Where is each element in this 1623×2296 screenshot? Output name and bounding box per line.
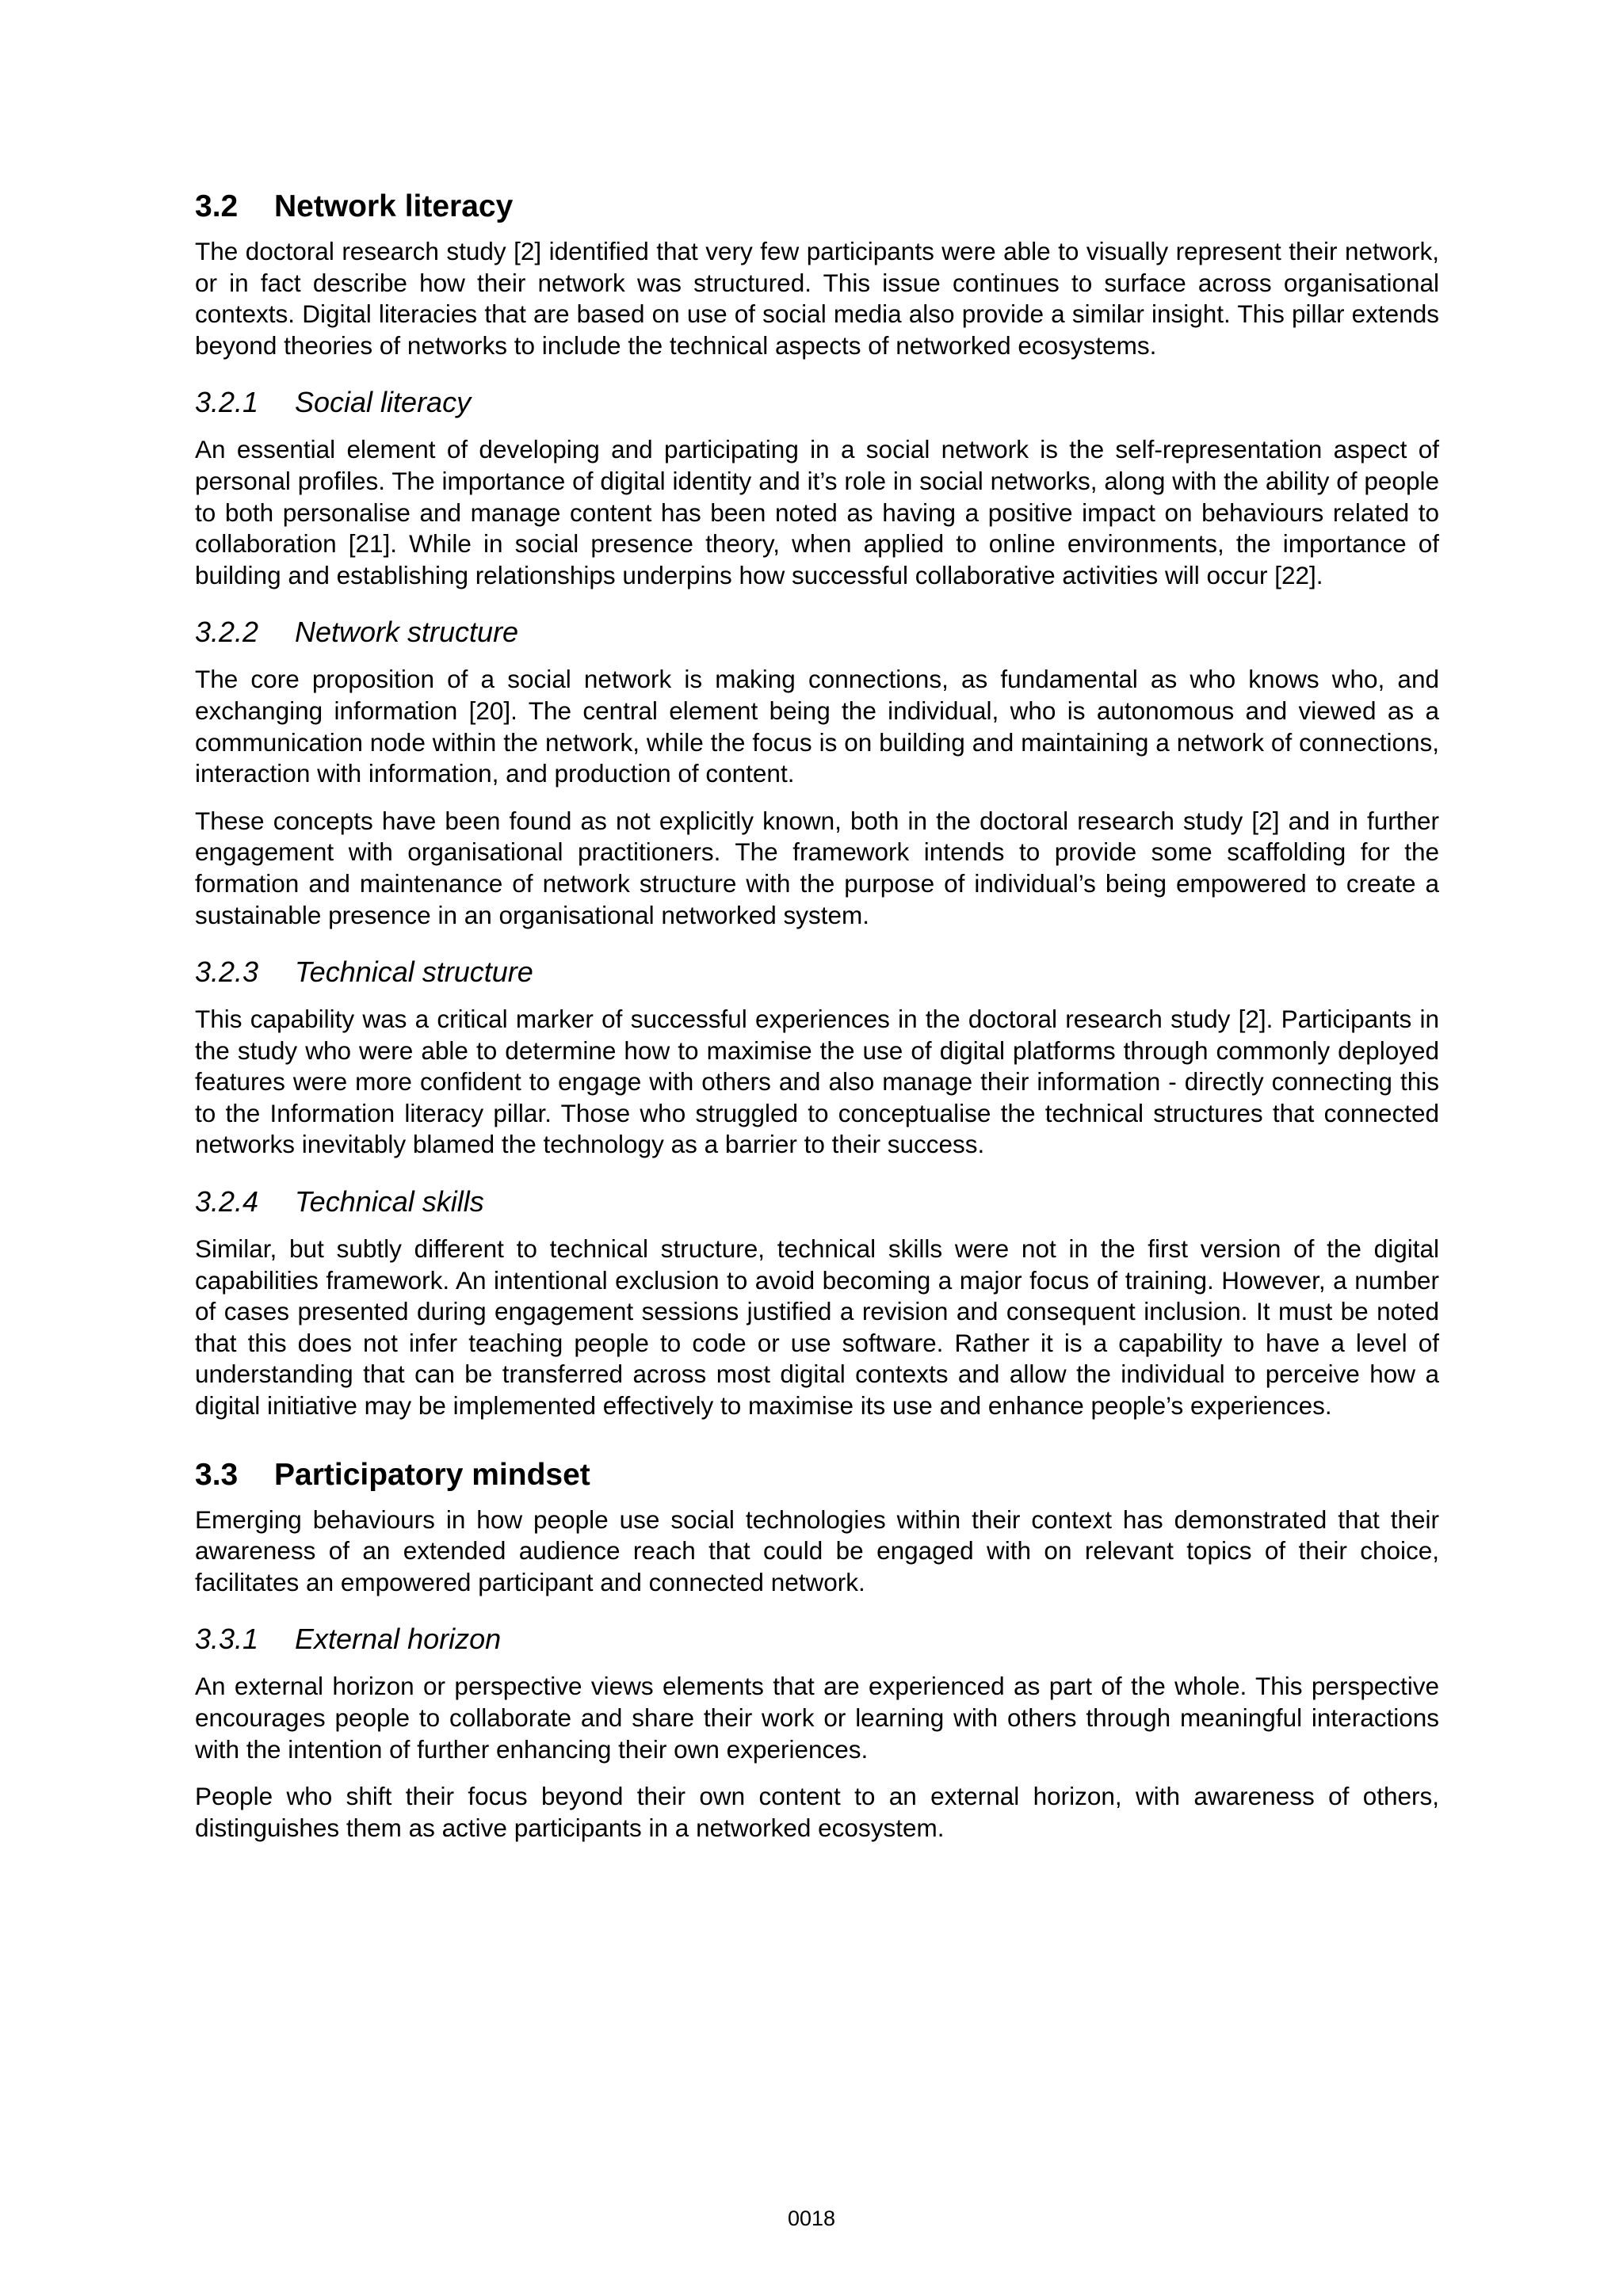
subsection-title: Social literacy <box>295 386 472 419</box>
paragraph: Similar, but subtly different to technical structure, technical skills were not in the first version of the digital capabilities framework. An intentional exclusion to avoid becoming a major focus of training. However, a number of cases presented during engagement sessions justified a revision and consequent inclusion. It must be noted that this does not infer teaching people to code or use software. Rather it is a capability to have a level of understanding that can be transferred across most digital contexts and allow the individual to perceive how a digital initiative may be implemented effectively to maximise its use and enhance people’s experiences. <box>195 1234 1439 1421</box>
subsection-heading-3-2-1 <box>195 385 1439 420</box>
page-number: 0018 <box>787 2206 836 2230</box>
subsection-title: Technical structure <box>295 955 533 989</box>
subsection-heading-3-3-1 <box>195 1622 1439 1657</box>
section-title: Participatory mindset <box>274 1457 590 1492</box>
subsection-heading-3-2-4 <box>195 1184 1439 1219</box>
paragraph: People who shift their focus beyond their own content to an external horizon, with awareness of others, distinguishes them as active participants in a networked ecosystem. <box>195 1782 1439 1842</box>
section-heading-3-3 <box>195 1457 1439 1493</box>
section-number: 3.2 <box>195 189 239 223</box>
subsection-number: 3.2.2 <box>195 616 259 649</box>
section-title: Network literacy <box>274 189 514 223</box>
subsection-heading-3-2-3 <box>195 955 1439 990</box>
paragraph: This capability was a critical marker of successful experiences in the doctoral research study [2]. Participants in the study who were able to determine how to maximise the use of digital platforms through commonly deployed features were more confident to engage with others and also manage their information - directly connecting this to the Information literacy pillar. Those who struggled to conceptualise the technical structures that connected networks inevitably blamed the technology as a barrier to their success. <box>195 1005 1439 1159</box>
subsection-title: Network structure <box>295 616 519 649</box>
section-number: 3.3 <box>195 1457 239 1492</box>
paragraph: The core proposition of a social network is making connections, as fundamental as who knows who, and exchanging information [20]. The central element being the individual, who is autonomous and viewed as a communication node within the network, while the focus is on building and maintaining a network of connections, interaction with information, and production of content. <box>195 665 1439 788</box>
subsection-heading-3-2-2 <box>195 615 1439 650</box>
subsection-title: Technical skills <box>295 1185 484 1219</box>
page-body <box>195 189 1439 1859</box>
subsection-number: 3.2.4 <box>195 1185 259 1219</box>
section-heading-3-2 <box>195 189 1439 225</box>
paragraph: These concepts have been found as not explicitly known, both in the doctoral research study [2] and in further engagement with organisational practitioners. The framework intends to provide some scaffolding for the formation and maintenance of network structure with the purpose of individual’s being empowered to create a sustainable presence in an organisational networked system. <box>195 806 1439 929</box>
subsection-number: 3.3.1 <box>195 1623 259 1656</box>
paragraph: An external horizon or perspective views elements that are experienced as part of the whole. This perspective encourages people to collaborate and share their work or learning with others through meaningful interactions with the intention of further enhancing their own experiences. <box>195 1672 1439 1764</box>
subsection-number: 3.2.3 <box>195 955 259 989</box>
paragraph: The doctoral research study [2] identified that very few participants were able to visually represent their network, or in fact describe how their network was structured. This issue continues to surface across organisational contexts. Digital literacies that are based on use of social media also provide a similar insight. This pillar extends beyond theories of networks to include the technical aspects of networked ecosystems. <box>195 237 1439 360</box>
paragraph: Emerging behaviours in how people use social technologies within their context has demonstrated that their awareness of an extended audience reach that could be engaged with on relevant topics of their choice, facilitates an empowered participant and connected network. <box>195 1505 1439 1596</box>
paragraph: An essential element of developing and participating in a social network is the self-representation aspect of personal profiles. The importance of digital identity and it’s role in social networks, along with the ability of people to both personalise and manage content has been noted as having a positive impact on behaviours related to collaboration [21]. While in social presence theory, when applied to online environments, the importance of building and establishing relationships underpins how successful collaborative activities will occur [22]. <box>195 435 1439 589</box>
subsection-title: External horizon <box>295 1623 502 1656</box>
subsection-number: 3.2.1 <box>195 386 259 419</box>
